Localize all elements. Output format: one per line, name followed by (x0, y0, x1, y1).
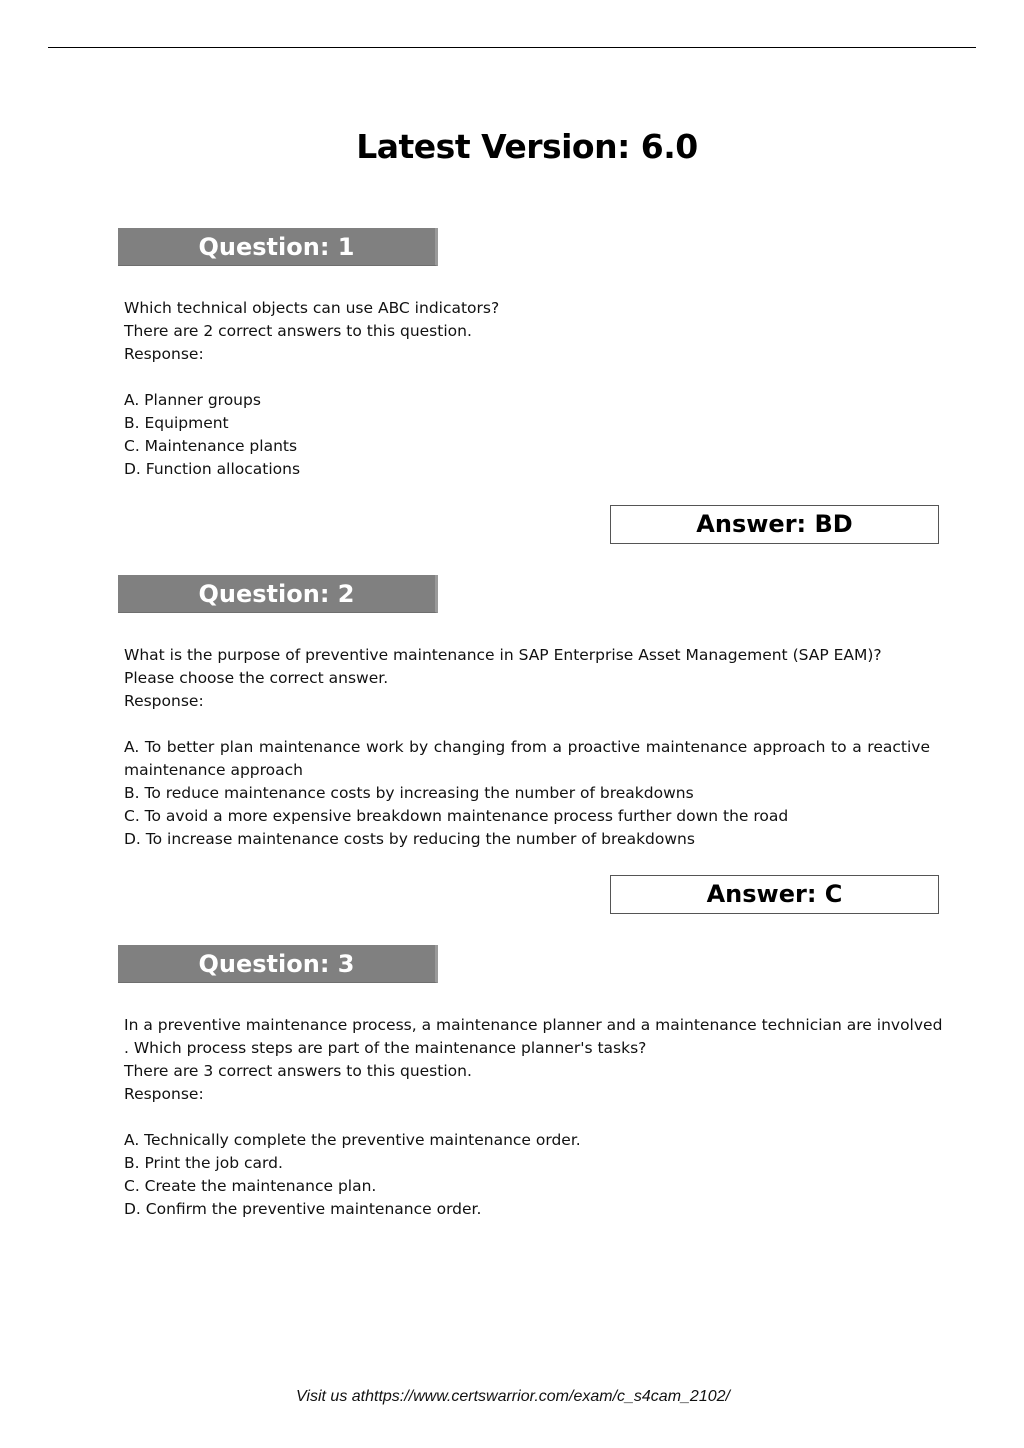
option-b: B. Print the job card. (124, 1154, 283, 1172)
option-b: B. Equipment (124, 414, 229, 432)
option-d: D. Confirm the preventive maintenance order. (124, 1200, 482, 1218)
response-label: Response: (124, 1085, 204, 1103)
option-a: A. Planner groups (124, 391, 261, 409)
option-a: A. To better plan maintenance work by changing from a proactive maintenance approach to a reactive maintenance approach (124, 738, 930, 779)
question-text: In a preventive maintenance process, a maintenance planner and a maintenance technician are involved (124, 1016, 943, 1034)
response-label: Response: (124, 345, 204, 363)
response-label: Response: (124, 692, 204, 710)
question-instruction: There are 3 correct answers to this question. (124, 1062, 472, 1080)
footer-link[interactable]: Visit us athttps://www.certswarrior.com/exam/c_s4cam_2102/ (296, 1388, 730, 1405)
question-instruction: There are 2 correct answers to this question. (124, 322, 472, 340)
question-text: Which technical objects can use ABC indicators? (124, 299, 500, 317)
question-3-label: Question: 3 (198, 950, 355, 978)
question-text: What is the purpose of preventive maintenance in SAP Enterprise Asset Management (SAP EAM)? (124, 646, 882, 664)
option-d: D. Function allocations (124, 460, 301, 478)
question-2-label: Question: 2 (198, 580, 355, 608)
question-instruction: Please choose the correct answer. (124, 669, 389, 687)
question-3-body (124, 1014, 943, 1221)
page-title: Latest Version: 6.0 (356, 127, 698, 166)
answer-1-label: Answer: BD (696, 510, 853, 538)
top-rule (48, 47, 976, 48)
question-1-body (124, 297, 930, 481)
question-1-label: Question: 1 (198, 233, 355, 261)
option-b: B. To reduce maintenance costs by increasing the number of breakdowns (124, 784, 694, 802)
question-2-header (118, 575, 438, 613)
answer-1-box (610, 505, 939, 544)
option-c: C. Maintenance plants (124, 437, 298, 455)
question-3-header (118, 945, 438, 983)
option-c: C. To avoid a more expensive breakdown maintenance process further down the road (124, 807, 789, 825)
option-d: D. To increase maintenance costs by reducing the number of breakdowns (124, 830, 695, 848)
answer-2-box (610, 875, 939, 914)
answer-2-label: Answer: C (706, 880, 843, 908)
option-a: A. Technically complete the preventive maintenance order. (124, 1131, 581, 1149)
option-c: C. Create the maintenance plan. (124, 1177, 377, 1195)
question-1-header (118, 228, 438, 266)
question-2-body (124, 644, 930, 851)
question-text-continued: . Which process steps are part of the maintenance planner's tasks? (124, 1039, 647, 1057)
